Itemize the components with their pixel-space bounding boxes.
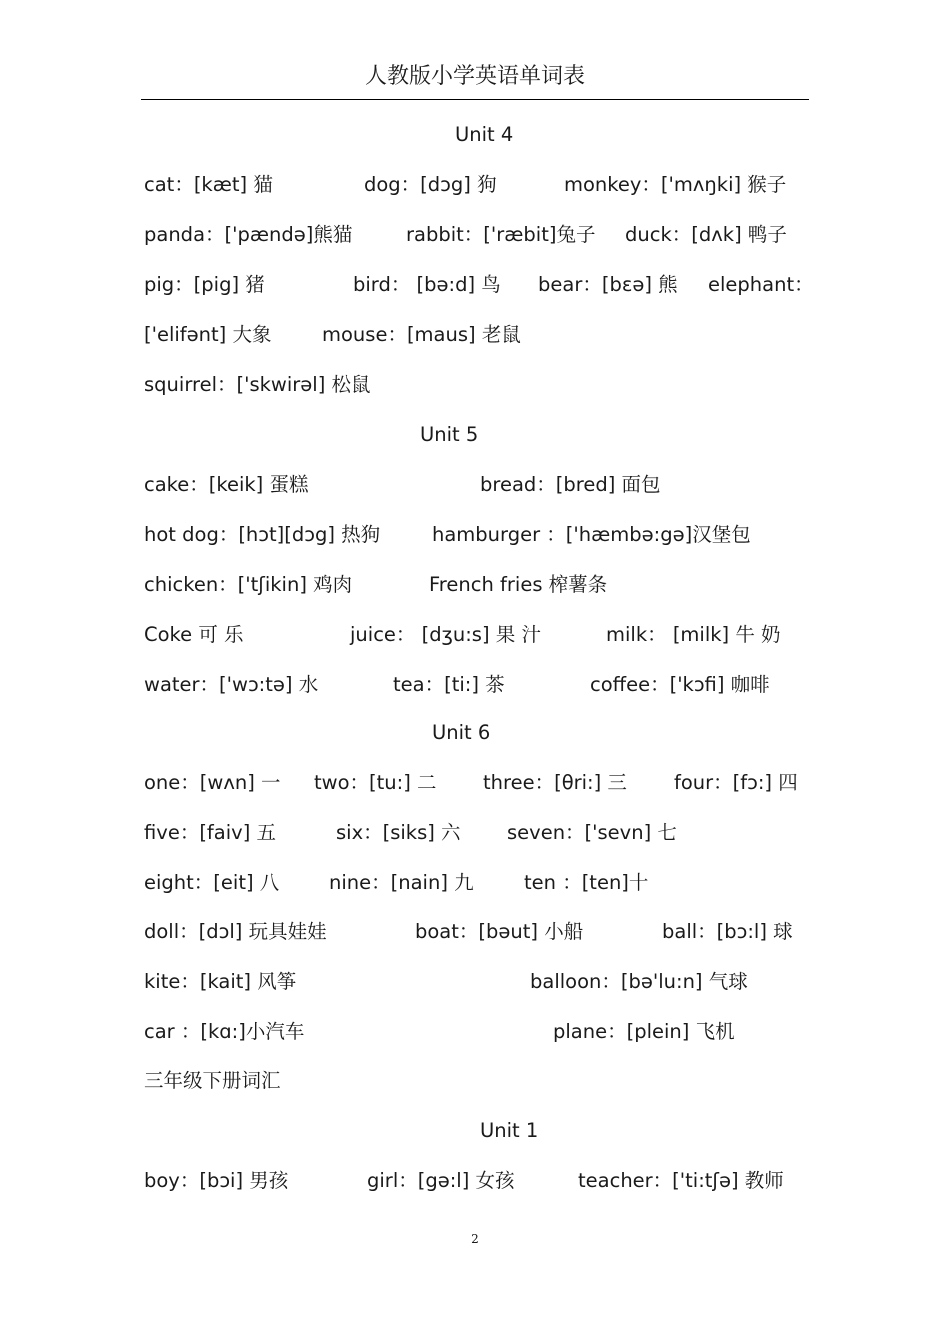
word-entry: water：['wɔ:tə] 水 [144,673,319,696]
word-entry: car ：[kɑ:]小汽车 [144,1020,305,1043]
word-entry: ['elifənt] 大象 [144,323,272,346]
word-entry: four：[fɔ:] 四 [674,771,798,794]
word-entry: French fries 榨薯条 [429,573,608,596]
word-entry: bird： [bə:d] 鸟 [353,273,501,296]
word-entry: girl：[gə:l] 女孩 [367,1169,515,1192]
word-entry: bear：[bɛə] 熊 [538,273,678,296]
word-entry: eight：[eit] 八 [144,871,280,894]
word-entry: teacher：['ti:tʃə] 教师 [578,1169,784,1192]
word-entry: chicken：['tʃikin] 鸡肉 [144,573,353,596]
word-entry: boat：[bəut] 小船 [415,920,584,943]
section-label: 三年级下册词汇 [144,1069,281,1092]
word-entry: nine：[nain] 九 [329,871,474,894]
unit-4-heading: Unit 4 [455,123,514,146]
word-entry: kite：[kait] 风筝 [144,970,297,993]
word-entry: mouse：[maus] 老鼠 [322,323,521,346]
word-entry: doll：[dɔl] 玩具娃娃 [144,920,327,943]
word-entry: squirrel：['skwirəl] 松鼠 [144,373,371,396]
word-entry: elephant： [708,273,814,296]
word-entry: six：[siks] 六 [336,821,461,844]
word-entry: duck：[dʌk] 鸭子 [625,223,787,246]
word-entry: five：[faiv] 五 [144,821,277,844]
word-entry: coffee：['kɔfi] 咖啡 [590,673,770,696]
word-entry: one：[wʌn] 一 [144,771,281,794]
word-entry: ten ：[ten]十 [524,871,649,894]
unit-5-heading: Unit 5 [420,423,479,446]
word-entry: plane：[plein] 飞机 [553,1020,735,1043]
word-entry: hamburger ：['hæmbə:gə]汉堡包 [432,523,751,546]
word-entry: seven：['sevn] 七 [507,821,677,844]
word-entry: panda：['pændə]熊猫 [144,223,353,246]
word-entry: rabbit：['ræbit]兔子 [406,223,596,246]
word-entry: tea：[ti:] 茶 [393,673,505,696]
unit-1-heading: Unit 1 [480,1119,539,1142]
word-entry: Coke 可 乐 [144,623,244,646]
word-entry: cat：[kæt] 猫 [144,173,273,196]
word-entry: dog：[dɔg] 狗 [364,173,497,196]
page-header: 人教版小学英语单词表 [364,64,585,89]
word-entry: pig：[pig] 猪 [144,273,265,296]
word-entry: boy：[bɔi] 男孩 [144,1169,289,1192]
word-entry: balloon：[bə'lu:n] 气球 [530,970,748,993]
header-rule [141,99,809,100]
page-number: 2 [471,1232,479,1246]
word-entry: bread：[bred] 面包 [480,473,661,496]
word-entry: milk： [milk] 牛 奶 [606,623,781,646]
word-entry: two：[tu:] 二 [314,771,437,794]
word-entry: three：[θri:] 三 [483,771,627,794]
word-entry: cake：[keik] 蛋糕 [144,473,309,496]
word-entry: juice： [dʒu:s] 果 汁 [350,623,541,646]
word-entry: hot dog：[hɔt][dɔg] 热狗 [144,523,381,546]
unit-6-heading: Unit 6 [432,721,491,744]
word-entry: monkey：['mʌŋki] 猴子 [564,173,787,196]
word-entry: ball：[bɔ:l] 球 [662,920,793,943]
